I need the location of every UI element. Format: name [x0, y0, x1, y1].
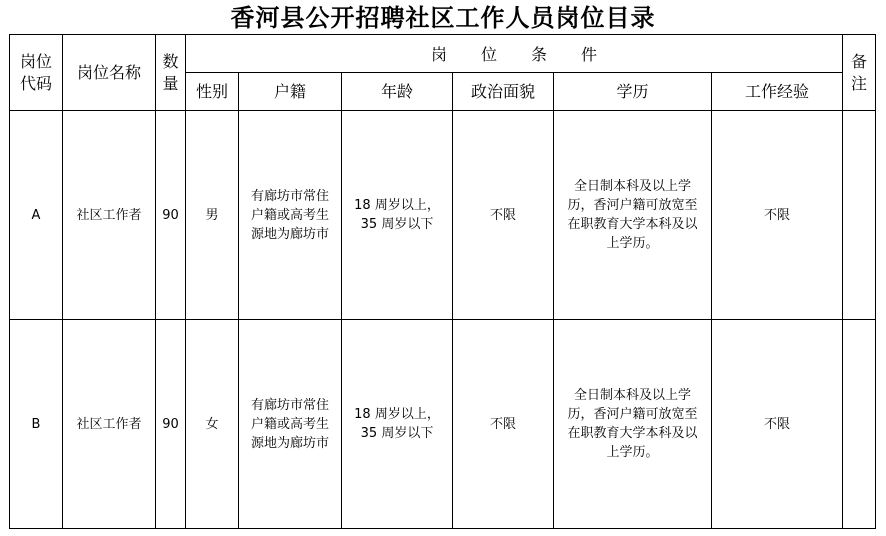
- cell-political: 不限: [453, 111, 554, 320]
- cell-count: 90: [156, 320, 186, 529]
- table-row: [10, 320, 876, 529]
- cell-education: 全日制本科及以上学历，香河户籍可放宽至在职教育大学本科及以上学历。: [554, 320, 712, 529]
- cell-experience: 不限: [712, 320, 843, 529]
- positions-table: [9, 34, 876, 529]
- cell-name: 社区工作者: [63, 111, 156, 320]
- cell-age: 18 周岁以上，35 周岁以下: [342, 320, 453, 529]
- page-title: 香河县公开招聘社区工作人员岗位目录: [230, 4, 656, 32]
- header-education: 学历: [554, 73, 712, 111]
- header-experience: 工作经验: [712, 73, 843, 111]
- header-count: 数量: [156, 35, 186, 111]
- header-row-1: [10, 35, 876, 73]
- header-political: 政治面貌: [453, 73, 554, 111]
- header-conditions: 岗位条件: [186, 35, 843, 73]
- header-remark: 备注: [843, 35, 876, 111]
- cell-remark: [843, 111, 876, 320]
- header-age: 年龄: [342, 73, 453, 111]
- cell-experience: 不限: [712, 111, 843, 320]
- cell-gender: 男: [186, 111, 239, 320]
- cell-age: 18 周岁以上，35 周岁以下: [342, 111, 453, 320]
- cell-gender: 女: [186, 320, 239, 529]
- cell-political: 不限: [453, 320, 554, 529]
- cell-hukou: 有廊坊市常住户籍或高考生源地为廊坊市: [239, 111, 342, 320]
- table-row: [10, 111, 876, 320]
- header-code: 岗位代码: [10, 35, 63, 111]
- cell-remark: [843, 320, 876, 529]
- cell-code: B: [10, 320, 63, 529]
- cell-code: A: [10, 111, 63, 320]
- cell-count: 90: [156, 111, 186, 320]
- cell-name: 社区工作者: [63, 320, 156, 529]
- header-gender: 性别: [186, 73, 239, 111]
- cell-hukou: 有廊坊市常住户籍或高考生源地为廊坊市: [239, 320, 342, 529]
- header-hukou: 户籍: [239, 73, 342, 111]
- cell-education: 全日制本科及以上学历，香河户籍可放宽至在职教育大学本科及以上学历。: [554, 111, 712, 320]
- header-name: 岗位名称: [63, 35, 156, 111]
